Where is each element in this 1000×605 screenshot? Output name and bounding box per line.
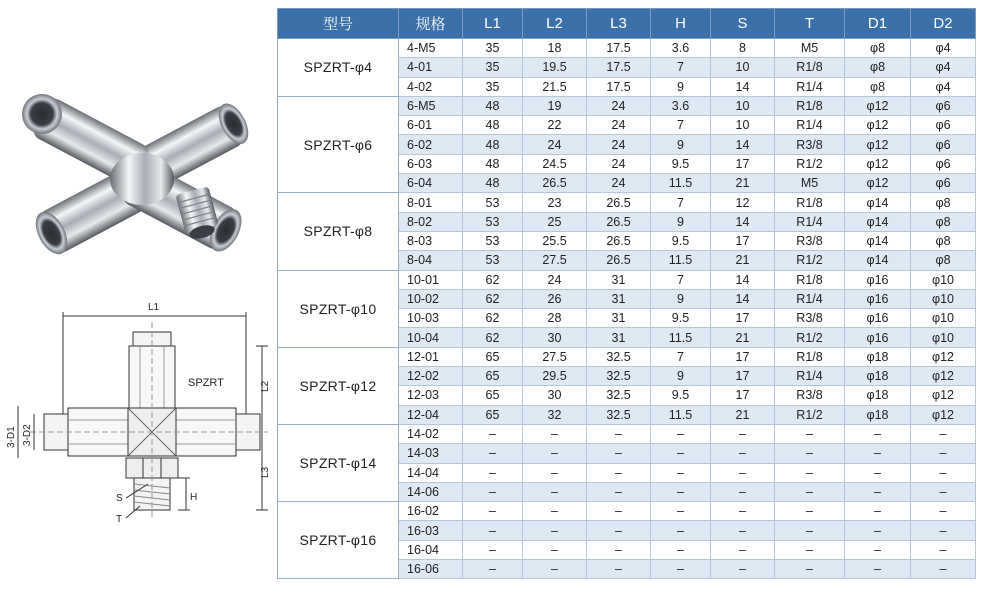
model-cell: SPZRT-φ16: [278, 502, 399, 579]
table-cell: –: [463, 502, 523, 521]
table-cell: R1/2: [775, 405, 845, 424]
column-header: 型号: [278, 9, 399, 39]
table-cell: –: [845, 560, 911, 579]
dim-label-l3: L3: [260, 466, 271, 478]
table-cell: –: [523, 444, 587, 463]
table-cell: –: [587, 482, 651, 501]
table-cell: φ18: [845, 405, 911, 424]
table-cell: 32.5: [587, 386, 651, 405]
table-cell: 11.5: [651, 251, 711, 270]
spec-code-cell: 6-02: [399, 135, 463, 154]
table-cell: 10: [711, 96, 775, 115]
table-cell: φ16: [845, 328, 911, 347]
spec-code-cell: 14-04: [399, 463, 463, 482]
table-cell: φ8: [911, 231, 976, 250]
table-cell: φ6: [911, 116, 976, 135]
table-cell: 62: [463, 270, 523, 289]
table-cell: 9.5: [651, 231, 711, 250]
table-cell: φ16: [845, 309, 911, 328]
table-cell: 31: [587, 289, 651, 308]
table-cell: φ12: [845, 116, 911, 135]
table-cell: –: [711, 502, 775, 521]
spec-code-cell: 16-04: [399, 540, 463, 559]
table-cell: 24: [523, 135, 587, 154]
table-cell: 17: [711, 154, 775, 173]
table-cell: –: [463, 463, 523, 482]
model-cell: SPZRT-φ10: [278, 270, 399, 347]
table-cell: φ8: [845, 58, 911, 77]
table-cell: 35: [463, 58, 523, 77]
table-cell: –: [711, 444, 775, 463]
table-cell: φ6: [911, 96, 976, 115]
table-cell: 29.5: [523, 367, 587, 386]
table-cell: 24: [587, 174, 651, 193]
dimension-diagram: [0, 296, 276, 541]
table-cell: 25.5: [523, 231, 587, 250]
table-cell: –: [711, 482, 775, 501]
table-cell: –: [845, 444, 911, 463]
table-cell: 26.5: [587, 212, 651, 231]
table-cell: 48: [463, 96, 523, 115]
table-cell: M5: [775, 39, 845, 58]
table-cell: –: [463, 540, 523, 559]
table-cell: R1/4: [775, 289, 845, 308]
table-cell: –: [587, 463, 651, 482]
table-cell: 17.5: [587, 77, 651, 96]
dim-label-t: T: [116, 514, 123, 525]
table-cell: –: [651, 560, 711, 579]
table-cell: 9.5: [651, 386, 711, 405]
spec-code-cell: 12-03: [399, 386, 463, 405]
table-cell: 17: [711, 386, 775, 405]
table-cell: –: [651, 444, 711, 463]
table-cell: 53: [463, 193, 523, 212]
table-row: [278, 424, 976, 443]
table-cell: R3/8: [775, 386, 845, 405]
table-cell: –: [775, 502, 845, 521]
table-cell: 21: [711, 251, 775, 270]
table-cell: 24: [587, 154, 651, 173]
spec-code-cell: 6-04: [399, 174, 463, 193]
table-cell: –: [651, 424, 711, 443]
table-cell: 30: [523, 386, 587, 405]
table-cell: –: [775, 463, 845, 482]
table-cell: 53: [463, 212, 523, 231]
table-cell: φ8: [911, 212, 976, 231]
spec-code-cell: 14-03: [399, 444, 463, 463]
table-cell: φ16: [845, 270, 911, 289]
table-cell: 10: [711, 58, 775, 77]
table-cell: –: [651, 521, 711, 540]
dim-label-3d2: 3-D2: [22, 424, 33, 446]
table-cell: φ12: [911, 347, 976, 366]
table-cell: 30: [523, 328, 587, 347]
model-cell: SPZRT-φ14: [278, 424, 399, 501]
table-cell: 48: [463, 135, 523, 154]
table-cell: 48: [463, 154, 523, 173]
table-cell: –: [711, 424, 775, 443]
table-cell: φ8: [911, 251, 976, 270]
table-cell: 19.5: [523, 58, 587, 77]
table-cell: 14: [711, 212, 775, 231]
table-cell: 27.5: [523, 251, 587, 270]
table-cell: –: [523, 560, 587, 579]
table-cell: 9.5: [651, 309, 711, 328]
spec-code-cell: 16-02: [399, 502, 463, 521]
table-cell: 26.5: [587, 193, 651, 212]
spec-code-cell: 10-02: [399, 289, 463, 308]
table-cell: 19: [523, 96, 587, 115]
table-cell: 24: [523, 270, 587, 289]
column-header: D1: [845, 9, 911, 39]
diagram-model-label: SPZRT: [188, 377, 224, 389]
column-header: D2: [911, 9, 976, 39]
table-cell: 17: [711, 367, 775, 386]
table-cell: –: [463, 521, 523, 540]
table-cell: 32.5: [587, 405, 651, 424]
table-cell: 3.6: [651, 39, 711, 58]
table-cell: –: [523, 424, 587, 443]
column-header: 规格: [399, 9, 463, 39]
table-cell: 14: [711, 289, 775, 308]
table-cell: φ12: [911, 367, 976, 386]
table-cell: –: [651, 463, 711, 482]
table-cell: φ16: [845, 289, 911, 308]
table-cell: φ8: [845, 39, 911, 58]
table-cell: 9.5: [651, 154, 711, 173]
table-cell: –: [911, 444, 976, 463]
table-cell: φ12: [845, 154, 911, 173]
spec-code-cell: 10-03: [399, 309, 463, 328]
table-cell: R1/2: [775, 154, 845, 173]
table-cell: R1/2: [775, 251, 845, 270]
table-cell: –: [911, 502, 976, 521]
table-cell: 7: [651, 116, 711, 135]
column-header: H: [651, 9, 711, 39]
table-cell: –: [911, 463, 976, 482]
table-cell: R1/8: [775, 58, 845, 77]
table-cell: φ12: [845, 135, 911, 154]
table-cell: R1/4: [775, 116, 845, 135]
table-cell: 17.5: [587, 58, 651, 77]
dim-label-s: S: [116, 493, 123, 504]
table-cell: 27.5: [523, 347, 587, 366]
table-cell: –: [523, 463, 587, 482]
table-cell: –: [911, 540, 976, 559]
table-cell: 26.5: [587, 231, 651, 250]
table-cell: 24: [587, 135, 651, 154]
table-cell: R1/4: [775, 212, 845, 231]
table-cell: φ18: [845, 347, 911, 366]
table-cell: –: [711, 521, 775, 540]
model-cell: SPZRT-φ12: [278, 347, 399, 424]
table-cell: –: [775, 540, 845, 559]
table-cell: 17: [711, 309, 775, 328]
model-cell: SPZRT-φ8: [278, 193, 399, 270]
table-cell: –: [651, 502, 711, 521]
table-cell: 17: [711, 347, 775, 366]
table-cell: R3/8: [775, 135, 845, 154]
table-cell: –: [711, 540, 775, 559]
table-cell: 17: [711, 231, 775, 250]
table-cell: φ14: [845, 251, 911, 270]
table-cell: R3/8: [775, 309, 845, 328]
table-cell: 11.5: [651, 405, 711, 424]
table-cell: 24: [587, 96, 651, 115]
table-cell: 21: [711, 405, 775, 424]
table-cell: φ8: [845, 77, 911, 96]
table-cell: 17.5: [587, 39, 651, 58]
spec-code-cell: 8-01: [399, 193, 463, 212]
table-cell: –: [845, 502, 911, 521]
table-cell: φ4: [911, 39, 976, 58]
table-cell: 10: [711, 116, 775, 135]
table-cell: –: [845, 482, 911, 501]
column-header: T: [775, 9, 845, 39]
table-cell: M5: [775, 174, 845, 193]
table-cell: –: [845, 463, 911, 482]
dim-label-l1: L1: [148, 302, 160, 313]
table-cell: –: [463, 424, 523, 443]
table-cell: –: [775, 482, 845, 501]
table-cell: φ14: [845, 231, 911, 250]
table-cell: –: [463, 444, 523, 463]
table-cell: φ10: [911, 309, 976, 328]
table-cell: –: [711, 560, 775, 579]
table-cell: 48: [463, 174, 523, 193]
table-cell: φ10: [911, 289, 976, 308]
table-cell: 26.5: [523, 174, 587, 193]
product-photo: [14, 74, 264, 274]
table-cell: 23: [523, 193, 587, 212]
table-cell: 31: [587, 328, 651, 347]
table-cell: φ14: [845, 212, 911, 231]
table-cell: –: [775, 424, 845, 443]
table-cell: 18: [523, 39, 587, 58]
table-cell: 65: [463, 367, 523, 386]
table-row: [278, 347, 976, 366]
table-cell: 8: [711, 39, 775, 58]
table-cell: –: [911, 424, 976, 443]
table-cell: 11.5: [651, 174, 711, 193]
table-cell: –: [587, 444, 651, 463]
table-cell: 12: [711, 193, 775, 212]
table-cell: 7: [651, 270, 711, 289]
table-cell: –: [587, 424, 651, 443]
table-cell: 21: [711, 328, 775, 347]
table-cell: R1/4: [775, 77, 845, 96]
table-cell: 53: [463, 231, 523, 250]
table-cell: 21.5: [523, 77, 587, 96]
table-cell: –: [523, 482, 587, 501]
dim-label-l2: L2: [260, 380, 271, 392]
table-row: [278, 39, 976, 58]
table-cell: φ12: [845, 174, 911, 193]
table-row: [278, 193, 976, 212]
spec-code-cell: 10-01: [399, 270, 463, 289]
spec-code-cell: 6-03: [399, 154, 463, 173]
table-cell: 3.6: [651, 96, 711, 115]
spec-code-cell: 6-M5: [399, 96, 463, 115]
table-cell: –: [587, 540, 651, 559]
column-header: S: [711, 9, 775, 39]
table-cell: φ6: [911, 154, 976, 173]
spec-code-cell: 8-04: [399, 251, 463, 270]
table-cell: 9: [651, 77, 711, 96]
spec-code-cell: 10-04: [399, 328, 463, 347]
table-cell: 62: [463, 309, 523, 328]
model-cell: SPZRT-φ4: [278, 39, 399, 97]
table-cell: –: [775, 444, 845, 463]
table-cell: –: [775, 560, 845, 579]
table-cell: –: [911, 560, 976, 579]
table-cell: 9: [651, 367, 711, 386]
table-cell: R1/4: [775, 367, 845, 386]
table-cell: 48: [463, 116, 523, 135]
table-cell: –: [651, 540, 711, 559]
table-cell: R1/8: [775, 96, 845, 115]
table-cell: 26.5: [587, 251, 651, 270]
table-cell: 21: [711, 174, 775, 193]
table-cell: 14: [711, 77, 775, 96]
spec-code-cell: 12-02: [399, 367, 463, 386]
table-cell: 24.5: [523, 154, 587, 173]
table-header-row: [278, 9, 976, 39]
model-cell: SPZRT-φ6: [278, 96, 399, 192]
table-cell: –: [845, 521, 911, 540]
table-cell: φ14: [845, 193, 911, 212]
spec-code-cell: 14-06: [399, 482, 463, 501]
table-cell: –: [463, 560, 523, 579]
table-cell: –: [711, 463, 775, 482]
table-cell: –: [845, 424, 911, 443]
table-cell: φ8: [911, 193, 976, 212]
table-cell: R1/2: [775, 328, 845, 347]
column-header: L1: [463, 9, 523, 39]
table-cell: 7: [651, 347, 711, 366]
table-cell: –: [775, 521, 845, 540]
spec-code-cell: 4-02: [399, 77, 463, 96]
spec-code-cell: 16-06: [399, 560, 463, 579]
table-cell: –: [523, 521, 587, 540]
table-cell: –: [845, 540, 911, 559]
table-cell: –: [587, 521, 651, 540]
table-cell: –: [463, 482, 523, 501]
table-cell: 31: [587, 270, 651, 289]
spec-code-cell: 8-03: [399, 231, 463, 250]
table-cell: φ12: [845, 96, 911, 115]
table-cell: φ10: [911, 328, 976, 347]
table-cell: φ12: [911, 386, 976, 405]
column-header: L3: [587, 9, 651, 39]
table-cell: –: [911, 482, 976, 501]
spec-code-cell: 14-02: [399, 424, 463, 443]
table-cell: 22: [523, 116, 587, 135]
table-cell: –: [651, 482, 711, 501]
table-cell: 9: [651, 135, 711, 154]
dim-label-3d1: 3-D1: [6, 426, 17, 448]
table-cell: 26: [523, 289, 587, 308]
table-cell: 31: [587, 309, 651, 328]
table-cell: φ4: [911, 58, 976, 77]
table-cell: 65: [463, 347, 523, 366]
table-cell: φ12: [911, 405, 976, 424]
column-header: L2: [523, 9, 587, 39]
table-cell: φ6: [911, 135, 976, 154]
table-cell: φ4: [911, 77, 976, 96]
table-cell: φ6: [911, 174, 976, 193]
spec-code-cell: 6-01: [399, 116, 463, 135]
table-cell: 32.5: [587, 347, 651, 366]
table-cell: 7: [651, 58, 711, 77]
table-cell: 11.5: [651, 328, 711, 347]
table-row: [278, 96, 976, 115]
table-cell: 28: [523, 309, 587, 328]
table-cell: R1/8: [775, 347, 845, 366]
table-cell: φ18: [845, 367, 911, 386]
spec-code-cell: 4-01: [399, 58, 463, 77]
table-cell: 24: [587, 116, 651, 135]
table-cell: 25: [523, 212, 587, 231]
table-cell: R1/8: [775, 270, 845, 289]
spec-code-cell: 8-02: [399, 212, 463, 231]
table-cell: –: [523, 540, 587, 559]
spec-table: [277, 8, 976, 579]
spec-code-cell: 4-M5: [399, 39, 463, 58]
table-cell: 9: [651, 212, 711, 231]
table-cell: 32: [523, 405, 587, 424]
spec-code-cell: 12-04: [399, 405, 463, 424]
left-panel: [0, 0, 276, 605]
table-row: [278, 502, 976, 521]
spec-code-cell: 16-03: [399, 521, 463, 540]
table-cell: R3/8: [775, 231, 845, 250]
table-cell: 62: [463, 289, 523, 308]
table-cell: R1/8: [775, 193, 845, 212]
table-cell: 7: [651, 193, 711, 212]
table-cell: –: [523, 502, 587, 521]
table-cell: φ10: [911, 270, 976, 289]
table-cell: 65: [463, 386, 523, 405]
table-cell: –: [587, 502, 651, 521]
table-row: [278, 270, 976, 289]
table-cell: 62: [463, 328, 523, 347]
table-cell: 35: [463, 77, 523, 96]
table-cell: 14: [711, 270, 775, 289]
table-cell: φ18: [845, 386, 911, 405]
spec-code-cell: 12-01: [399, 347, 463, 366]
table-cell: 32.5: [587, 367, 651, 386]
table-cell: 65: [463, 405, 523, 424]
table-cell: –: [911, 521, 976, 540]
table-cell: 35: [463, 39, 523, 58]
table-cell: 53: [463, 251, 523, 270]
table-cell: –: [587, 560, 651, 579]
table-cell: 9: [651, 289, 711, 308]
table-cell: 14: [711, 135, 775, 154]
dim-label-h: H: [190, 492, 198, 503]
